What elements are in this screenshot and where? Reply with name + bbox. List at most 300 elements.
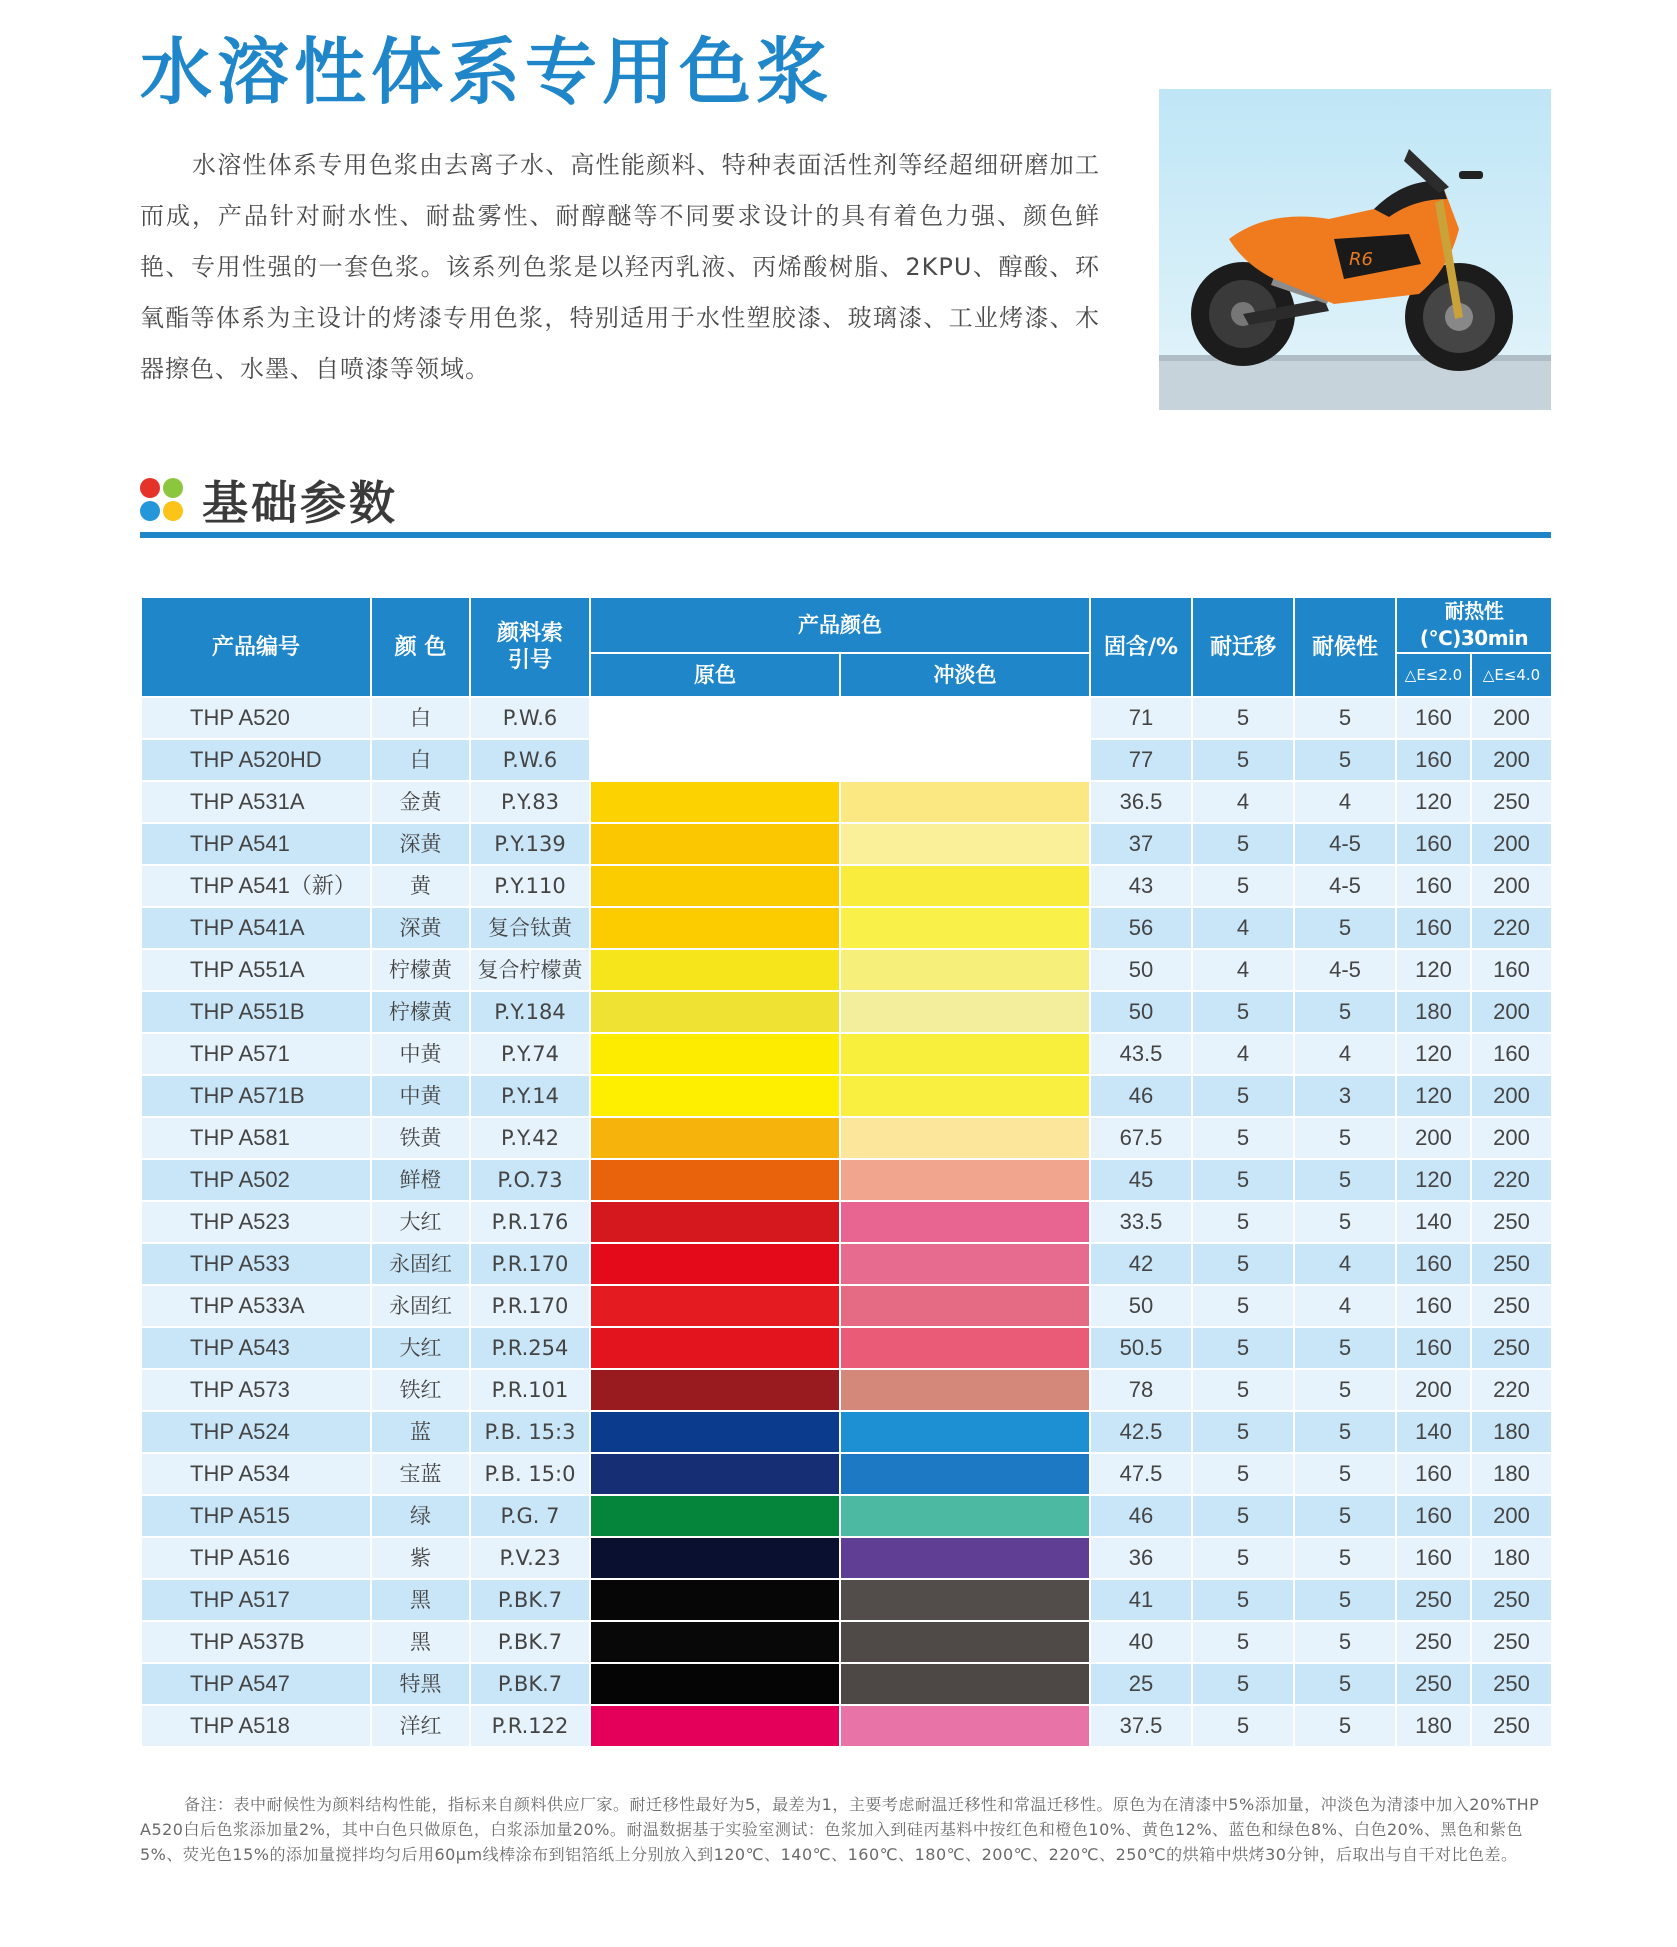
weather-cell: 5 [1294,1201,1396,1243]
pigment-index-cell: P.V.23 [470,1537,590,1579]
tint-swatch [840,865,1090,907]
weather-cell: 4 [1294,1033,1396,1075]
original-swatch [590,1579,840,1621]
pigment-index-cell: P.G. 7 [470,1495,590,1537]
migration-cell: 5 [1192,1495,1294,1537]
original-swatch [590,1117,840,1159]
original-swatch [590,1705,840,1747]
solids-cell: 50 [1090,1285,1192,1327]
table-row [141,907,1552,949]
heat-a-cell: 250 [1396,1663,1471,1705]
original-swatch [590,823,840,865]
migration-cell: 5 [1192,1327,1294,1369]
heat-b-cell: 180 [1471,1453,1552,1495]
tint-swatch [840,1705,1090,1747]
table-row [141,1705,1552,1747]
solids-cell: 36 [1090,1537,1192,1579]
original-swatch [590,1285,840,1327]
table-row [141,739,1552,781]
tint-swatch [840,1663,1090,1705]
product-code-cell: THP A541（新） [141,865,371,907]
heat-a-cell: 140 [1396,1411,1471,1453]
migration-cell: 5 [1192,991,1294,1033]
color-name-cell: 白 [371,697,470,739]
table-row [141,1243,1552,1285]
heat-a-cell: 160 [1396,1243,1471,1285]
table-row [141,1285,1552,1327]
section-title: 基础参数 [202,476,398,530]
product-code-cell: THP A524 [141,1411,371,1453]
tint-swatch [840,1159,1090,1201]
weather-cell: 5 [1294,1495,1396,1537]
product-code-cell: THP A520 [141,697,371,739]
pigment-index-cell: P.Y.83 [470,781,590,823]
tint-swatch [840,1411,1090,1453]
original-swatch [590,1201,840,1243]
weather-cell: 5 [1294,1579,1396,1621]
heat-a-cell: 160 [1396,1537,1471,1579]
heat-b-cell: 160 [1471,1033,1552,1075]
heat-b-cell: 220 [1471,1159,1552,1201]
heat-b-cell: 200 [1471,865,1552,907]
motorcycle-photo [1159,89,1551,410]
migration-cell: 5 [1192,739,1294,781]
heat-b-cell: 250 [1471,1705,1552,1747]
solids-cell: 42.5 [1090,1411,1192,1453]
tint-swatch [840,823,1090,865]
heat-a-cell: 160 [1396,1285,1471,1327]
heat-b-cell: 250 [1471,1663,1552,1705]
migration-cell: 5 [1192,823,1294,865]
green-dot [163,478,183,498]
migration-cell: 5 [1192,1159,1294,1201]
tint-swatch [840,949,1090,991]
solids-cell: 71 [1090,697,1192,739]
heat-b-cell: 200 [1471,1495,1552,1537]
weather-cell: 4 [1294,781,1396,823]
migration-cell: 5 [1192,1243,1294,1285]
migration-cell: 5 [1192,1663,1294,1705]
color-name-cell: 永固红 [371,1243,470,1285]
header-heat: 耐热性(℃)30min [1396,597,1552,653]
solids-cell: 56 [1090,907,1192,949]
solids-cell: 25 [1090,1663,1192,1705]
color-name-cell: 柠檬黄 [371,991,470,1033]
solids-cell: 45 [1090,1159,1192,1201]
pigment-index-cell: P.R.170 [470,1243,590,1285]
heat-a-cell: 120 [1396,1075,1471,1117]
original-swatch [590,697,840,739]
header-solids: 固含/% [1090,597,1192,697]
color-name-cell: 深黄 [371,823,470,865]
header-product-color: 产品颜色 [590,597,1090,653]
product-code-cell: THP A541 [141,823,371,865]
tint-swatch [840,781,1090,823]
header-original: 原色 [590,653,840,697]
heat-a-cell: 160 [1396,907,1471,949]
original-swatch [590,1369,840,1411]
original-swatch [590,907,840,949]
tint-swatch [840,1621,1090,1663]
table-row [141,865,1552,907]
section-rule [140,532,1551,538]
migration-cell: 4 [1192,781,1294,823]
solids-cell: 41 [1090,1579,1192,1621]
weather-cell: 4 [1294,1285,1396,1327]
solids-cell: 77 [1090,739,1192,781]
product-code-cell: THP A533A [141,1285,371,1327]
color-name-cell: 绿 [371,1495,470,1537]
header-pigment: 颜料索引号 [470,597,590,697]
original-swatch [590,949,840,991]
intro-paragraph: 水溶性体系专用色浆由去离子水、高性能颜料、特种表面活性剂等经超细研磨加工而成，产品针对耐水性、耐盐雾性、耐醇醚等不同要求设计的具有着色力强、颜色鲜艳、专用性强的一套色浆。该系列色浆是以羟丙乳液、丙烯酸树脂、2KPU、醇酸、环氧酯等体系为主设计的烤漆专用色浆，特别适用于水性塑胶漆、玻璃漆、工业烤漆、木器擦色、水墨、自喷漆等领域。 [140,151,1100,383]
header-heat-b: △E≤4.0 [1471,653,1552,697]
original-swatch [590,1621,840,1663]
product-code-cell: THP A515 [141,1495,371,1537]
tint-swatch [840,991,1090,1033]
original-swatch [590,1495,840,1537]
heat-b-cell: 200 [1471,739,1552,781]
product-code-cell: THP A541A [141,907,371,949]
migration-cell: 5 [1192,1537,1294,1579]
original-swatch [590,865,840,907]
heat-b-cell: 180 [1471,1537,1552,1579]
tint-swatch [840,1579,1090,1621]
weather-cell: 5 [1294,1369,1396,1411]
color-name-cell: 大红 [371,1201,470,1243]
weather-cell: 5 [1294,907,1396,949]
heat-b-cell: 200 [1471,991,1552,1033]
original-swatch [590,739,840,781]
heat-a-cell: 160 [1396,1495,1471,1537]
pigment-index-cell: P.Y.139 [470,823,590,865]
header-tint: 冲淡色 [840,653,1090,697]
heat-b-cell: 250 [1471,1327,1552,1369]
migration-cell: 5 [1192,1285,1294,1327]
table-row [141,823,1552,865]
product-code-cell: THP A520HD [141,739,371,781]
migration-cell: 5 [1192,1075,1294,1117]
color-name-cell: 黑 [371,1621,470,1663]
color-name-cell: 中黄 [371,1075,470,1117]
product-code-cell: THP A543 [141,1327,371,1369]
heat-a-cell: 120 [1396,1033,1471,1075]
heat-b-cell: 160 [1471,949,1552,991]
header-weather: 耐候性 [1294,597,1396,697]
migration-cell: 5 [1192,1453,1294,1495]
weather-cell: 5 [1294,1663,1396,1705]
color-name-cell: 铁红 [371,1369,470,1411]
product-code-cell: THP A571 [141,1033,371,1075]
heat-a-cell: 160 [1396,1327,1471,1369]
table-row [141,1033,1552,1075]
heat-b-cell: 250 [1471,1285,1552,1327]
color-name-cell: 特黑 [371,1663,470,1705]
color-name-cell: 黄 [371,865,470,907]
header-migration: 耐迁移 [1192,597,1294,697]
table-row [141,1411,1552,1453]
table-row [141,1621,1552,1663]
pigment-index-cell: P.W.6 [470,697,590,739]
solids-cell: 40 [1090,1621,1192,1663]
pigment-index-cell: P.B. 15:0 [470,1453,590,1495]
migration-cell: 4 [1192,907,1294,949]
color-name-cell: 黑 [371,1579,470,1621]
page-title: 水溶性体系专用色浆 [140,30,834,114]
pigment-index-cell: P.Y.110 [470,865,590,907]
color-name-cell: 永固红 [371,1285,470,1327]
motorcycle-illustration [1159,89,1551,410]
heat-a-cell: 120 [1396,949,1471,991]
weather-cell: 5 [1294,991,1396,1033]
heat-a-cell: 180 [1396,991,1471,1033]
yellow-dot [163,501,183,521]
blue-dot [140,501,160,521]
pigment-index-cell: P.B. 15:3 [470,1411,590,1453]
heat-a-cell: 180 [1396,1705,1471,1747]
original-swatch [590,991,840,1033]
heat-b-cell: 250 [1471,1579,1552,1621]
table-row [141,1537,1552,1579]
heat-a-cell: 160 [1396,697,1471,739]
original-swatch [590,1453,840,1495]
tint-swatch [840,1201,1090,1243]
solids-cell: 46 [1090,1495,1192,1537]
table-row [141,991,1552,1033]
weather-cell: 5 [1294,1621,1396,1663]
pigment-index-cell: P.Y.74 [470,1033,590,1075]
heat-a-cell: 120 [1396,781,1471,823]
weather-cell: 3 [1294,1075,1396,1117]
solids-cell: 33.5 [1090,1201,1192,1243]
product-code-cell: THP A518 [141,1705,371,1747]
heat-b-cell: 200 [1471,823,1552,865]
tint-swatch [840,1495,1090,1537]
solids-cell: 43 [1090,865,1192,907]
pigment-index-cell: P.O.73 [470,1159,590,1201]
product-code-cell: THP A551B [141,991,371,1033]
color-name-cell: 中黄 [371,1033,470,1075]
migration-cell: 4 [1192,949,1294,991]
solids-cell: 36.5 [1090,781,1192,823]
migration-cell: 5 [1192,1705,1294,1747]
heat-b-cell: 250 [1471,1621,1552,1663]
pigment-index-cell: P.BK.7 [470,1663,590,1705]
solids-cell: 37.5 [1090,1705,1192,1747]
header-heat-a: △E≤2.0 [1396,653,1471,697]
tint-swatch [840,907,1090,949]
parameters-table [140,596,1553,1748]
product-code-cell: THP A581 [141,1117,371,1159]
pigment-index-cell: 复合钛黄 [470,907,590,949]
pigment-index-cell: P.BK.7 [470,1579,590,1621]
heat-a-cell: 250 [1396,1579,1471,1621]
original-swatch [590,1033,840,1075]
solids-cell: 43.5 [1090,1033,1192,1075]
original-swatch [590,1075,840,1117]
table-row [141,949,1552,991]
solids-cell: 42 [1090,1243,1192,1285]
heat-a-cell: 200 [1396,1117,1471,1159]
weather-cell: 5 [1294,1411,1396,1453]
tint-swatch [840,1243,1090,1285]
header-color: 颜 色 [371,597,470,697]
color-name-cell: 柠檬黄 [371,949,470,991]
heat-a-cell: 160 [1396,1453,1471,1495]
weather-cell: 5 [1294,1537,1396,1579]
solids-cell: 50 [1090,949,1192,991]
weather-cell: 5 [1294,697,1396,739]
heat-a-cell: 250 [1396,1621,1471,1663]
product-code-cell: THP A517 [141,1579,371,1621]
color-name-cell: 大红 [371,1327,470,1369]
solids-cell: 67.5 [1090,1117,1192,1159]
heat-b-cell: 250 [1471,781,1552,823]
heat-a-cell: 160 [1396,739,1471,781]
heat-a-cell: 120 [1396,1159,1471,1201]
color-name-cell: 金黄 [371,781,470,823]
tint-swatch [840,1033,1090,1075]
color-name-cell: 铁黄 [371,1117,470,1159]
original-swatch [590,1411,840,1453]
product-code-cell: THP A516 [141,1537,371,1579]
table-row [141,1579,1552,1621]
product-code-cell: THP A551A [141,949,371,991]
weather-cell: 5 [1294,1159,1396,1201]
solids-cell: 78 [1090,1369,1192,1411]
tint-swatch [840,1453,1090,1495]
weather-cell: 4-5 [1294,823,1396,865]
table-row [141,1495,1552,1537]
weather-cell: 4-5 [1294,865,1396,907]
migration-cell: 5 [1192,1117,1294,1159]
weather-cell: 5 [1294,1705,1396,1747]
tint-swatch [840,697,1090,739]
weather-cell: 4 [1294,1243,1396,1285]
heat-b-cell: 250 [1471,1201,1552,1243]
pigment-index-cell: P.R.170 [470,1285,590,1327]
product-code-cell: THP A571B [141,1075,371,1117]
table-row [141,1369,1552,1411]
table-body [141,697,1552,1747]
table-row [141,781,1552,823]
tint-swatch [840,1327,1090,1369]
product-code-cell: THP A523 [141,1201,371,1243]
original-swatch [590,781,840,823]
solids-cell: 37 [1090,823,1192,865]
table-row [141,1453,1552,1495]
pigment-index-cell: P.W.6 [470,739,590,781]
heat-a-cell: 160 [1396,823,1471,865]
weather-cell: 5 [1294,1453,1396,1495]
footnote: 备注：表中耐候性为颜料结构性能，指标来自颜料供应厂家。耐迁移性最好为5，最差为1，主要考虑耐温迁移性和常温迁移性。原色为在清漆中5%添加量，冲淡色为清漆中加入20%THP A520白后色浆添加量2%，其中白色只做原色，白浆添加量20%。耐温数据基于实验室测试：色浆加入到硅丙基料中按红色和橙色10%、黄色12%、蓝色和绿色8%、白色20%、黑色和紫色5%、荧光色15%的添加量搅拌均匀后用60μm线棒涂布到铝箔纸上分别放入到120℃、140℃、160℃、180℃、200℃、220℃、250℃的烘箱中烘烤30分钟，后取出与自干对比色差。 [140,1795,1540,1864]
table-row [141,1117,1552,1159]
migration-cell: 5 [1192,697,1294,739]
table-row [141,1075,1552,1117]
product-code-cell: THP A531A [141,781,371,823]
weather-cell: 5 [1294,1327,1396,1369]
original-swatch [590,1327,840,1369]
pigment-index-cell: P.Y.184 [470,991,590,1033]
pigment-index-cell: P.R.254 [470,1327,590,1369]
r6-badge: R6 [1349,249,1373,270]
color-name-cell: 蓝 [371,1411,470,1453]
tint-swatch [840,1285,1090,1327]
tint-swatch [840,739,1090,781]
migration-cell: 5 [1192,865,1294,907]
table-row [141,1663,1552,1705]
product-code-cell: THP A534 [141,1453,371,1495]
solids-cell: 46 [1090,1075,1192,1117]
four-color-dots-icon [140,478,184,522]
heat-b-cell: 180 [1471,1411,1552,1453]
tint-swatch [840,1075,1090,1117]
color-name-cell: 宝蓝 [371,1453,470,1495]
heat-a-cell: 200 [1396,1369,1471,1411]
color-name-cell: 深黄 [371,907,470,949]
weather-cell: 5 [1294,739,1396,781]
migration-cell: 5 [1192,1621,1294,1663]
solids-cell: 50.5 [1090,1327,1192,1369]
product-code-cell: THP A537B [141,1621,371,1663]
product-code-cell: THP A533 [141,1243,371,1285]
original-swatch [590,1537,840,1579]
table-row [141,1159,1552,1201]
tint-swatch [840,1537,1090,1579]
solids-cell: 47.5 [1090,1453,1192,1495]
original-swatch [590,1663,840,1705]
migration-cell: 5 [1192,1579,1294,1621]
pigment-index-cell: P.Y.42 [470,1117,590,1159]
color-name-cell: 白 [371,739,470,781]
heat-b-cell: 200 [1471,697,1552,739]
heat-b-cell: 250 [1471,1243,1552,1285]
pigment-index-cell: P.R.101 [470,1369,590,1411]
red-dot [140,478,160,498]
original-swatch [590,1159,840,1201]
product-code-cell: THP A547 [141,1663,371,1705]
pigment-index-cell: P.BK.7 [470,1621,590,1663]
weather-cell: 4-5 [1294,949,1396,991]
migration-cell: 5 [1192,1201,1294,1243]
tint-swatch [840,1369,1090,1411]
heat-a-cell: 160 [1396,865,1471,907]
header-code: 产品编号 [141,597,371,697]
migration-cell: 5 [1192,1411,1294,1453]
heat-b-cell: 200 [1471,1075,1552,1117]
table-row [141,697,1552,739]
heat-b-cell: 220 [1471,907,1552,949]
color-name-cell: 鲜橙 [371,1159,470,1201]
solids-cell: 50 [1090,991,1192,1033]
original-swatch [590,1243,840,1285]
heat-b-cell: 200 [1471,1117,1552,1159]
weather-cell: 5 [1294,1117,1396,1159]
heat-a-cell: 140 [1396,1201,1471,1243]
table-row [141,1327,1552,1369]
heat-b-cell: 220 [1471,1369,1552,1411]
pigment-index-cell: P.R.122 [470,1705,590,1747]
migration-cell: 5 [1192,1369,1294,1411]
section-header [140,470,398,530]
table-row [141,1201,1552,1243]
product-code-cell: THP A573 [141,1369,371,1411]
product-code-cell: THP A502 [141,1159,371,1201]
color-name-cell: 紫 [371,1537,470,1579]
pigment-index-cell: P.R.176 [470,1201,590,1243]
color-name-cell: 洋红 [371,1705,470,1747]
migration-cell: 4 [1192,1033,1294,1075]
